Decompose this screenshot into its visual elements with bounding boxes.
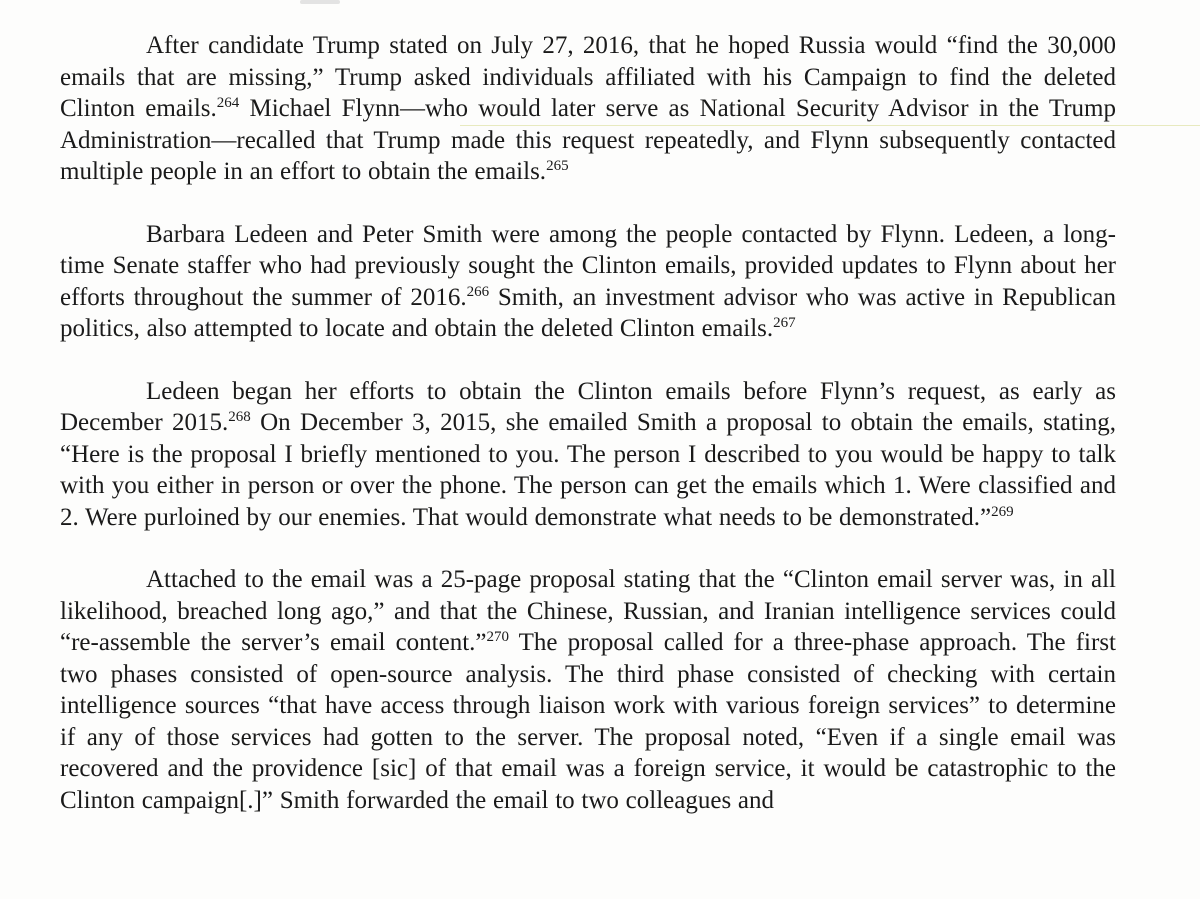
- paragraph: [60, 564, 1116, 816]
- paragraph-text: The proposal called for a three-phase approach. The first two phases consisted of open-source analysis. The third phase consisted of checking with certain intelligence sources “that have access through liaison work with various foreign services” to determine if any of those services had gotten to the server. The proposal noted, “Even if a single email was recovered and the providence [sic] of that email was a foreign service, it would be catastrophic to the Clinton campaign[.]” Smith forwarded the email to two colleagues and: [60, 629, 1116, 814]
- paragraph-text: After candidate Trump stated on July 27, 2016, that he hoped Russia would “find the 30,000 emails that are missing,” Trump asked individuals affiliated with his Campaign to find the deleted Clinton emails.: [60, 32, 1116, 122]
- footnote-ref: 270: [486, 629, 510, 645]
- paragraph: [60, 376, 1116, 534]
- paragraph-text: On December 3, 2015, she emailed Smith a proposal to obtain the emails, stating, “Here is the proposal I briefly mentioned to you. The person I described to you would be happy to talk with you either in person or over the phone. The person can get the emails which 1. Were classified and 2. Were purloined by our enemies. That would demonstrate what needs to be demonstrated.”: [60, 409, 1116, 531]
- scan-artifact: [300, 0, 340, 4]
- document-body: [60, 30, 1116, 816]
- footnote-ref: 264: [216, 95, 240, 111]
- footnote-ref: 265: [546, 158, 569, 174]
- paragraph: [60, 219, 1116, 345]
- paragraph-text: Smith, an investment advisor who was active in Republican politics, also attempted to locate and obtain the deleted Clinton emails.: [60, 283, 1116, 342]
- paragraph-text: Michael Flynn—who would later serve as National Security Advisor in the Trump Administration—recalled that Trump made this request repeatedly, and Flynn subsequently contacted multiple people in an effort to obtain the emails.: [60, 95, 1116, 185]
- footnote-ref: 269: [991, 503, 1014, 520]
- paragraph-text: Barbara Ledeen and Peter Smith were among the people contacted by Flynn. Ledeen, a long-time Senate staffer who had previously sought the Clinton emails, provided updates to Flynn about her efforts throughout the summer of 2016.: [60, 220, 1116, 311]
- footnote-ref: 266: [466, 283, 490, 300]
- paragraph-text: Ledeen began her efforts to obtain the Clinton emails before Flynn’s request, as early as December 2015.: [60, 377, 1116, 436]
- footnote-ref: 267: [773, 315, 796, 331]
- paragraph-text: Attached to the email was a 25-page proposal stating that the “Clinton email server was, in all likelihood, breached long ago,” and that the Chinese, Russian, and Iranian intelligence services could “re-assemble the server’s email content.”: [60, 566, 1116, 656]
- footnote-ref: 268: [228, 409, 251, 425]
- paragraph: [60, 30, 1116, 188]
